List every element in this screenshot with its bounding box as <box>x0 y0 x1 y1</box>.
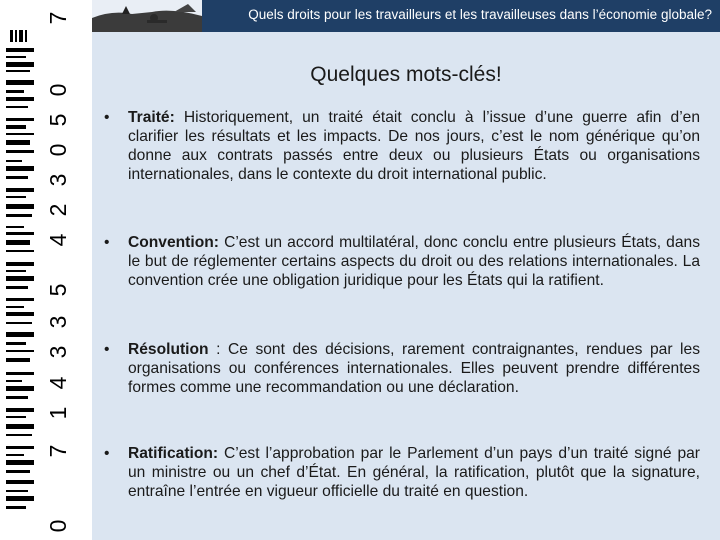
list-item-text <box>128 108 700 184</box>
term-definition: C’est un accord multilatéral, donc conclu entre plusieurs États, dans le but de réglementer certains aspects du droit ou des relations internationales. La convention crée une obligation juridique pour les États qui la ratifient. <box>128 234 700 289</box>
barcode-digit: 4 <box>45 376 71 390</box>
bullet-icon: • <box>104 234 110 251</box>
bullet-icon: • <box>104 109 110 126</box>
list-item-convention <box>104 233 700 290</box>
list-item-traite <box>104 108 700 184</box>
barcode-digit: 5 <box>45 113 71 127</box>
bullet-icon: • <box>104 445 110 462</box>
term-label: Ratification: <box>128 445 219 462</box>
barcode-digit: 5 <box>45 283 71 297</box>
barcode-digit: 4 <box>45 233 71 247</box>
list-item-ratification <box>104 444 700 501</box>
term-label: Traité: <box>128 109 175 126</box>
barcode-digit: 1 <box>45 406 71 420</box>
page-title: Quelques mots-clés! <box>310 63 502 86</box>
barcode-digit: 0 <box>45 83 71 97</box>
header-banner <box>92 0 720 32</box>
list-item-text <box>128 340 700 397</box>
term-label: Résolution <box>128 341 209 358</box>
term-label: Convention: <box>128 234 219 251</box>
barcode-digit: 0 <box>45 519 71 533</box>
barcode-digit: 3 <box>45 315 71 329</box>
list-item-text <box>128 233 700 290</box>
list-item-resolution <box>104 340 700 397</box>
barcode-digit: 0 <box>45 143 71 157</box>
landscape-silhouette-icon <box>92 0 202 32</box>
term-definition: : Ce sont des décisions, rarement contraignantes, rendues par les organisations ou conférences internationales. Elles peuvent prendre différentes formes comme une recommandation ou une déclaration. <box>128 341 700 396</box>
header-title: Quels droits pour les travailleurs et les travailleuses dans l’économie globale? <box>248 7 712 22</box>
barcode-graphic <box>0 0 85 540</box>
barcode-digit: 7 <box>45 11 71 25</box>
barcode <box>0 0 85 540</box>
list-item-text <box>128 444 700 501</box>
barcode-digit: 2 <box>45 203 71 217</box>
barcode-digit: 7 <box>45 444 71 458</box>
term-definition: C’est l’approbation par le Parlement d’un pays d’un traité signé par un ministre ou un chef d’État. En général, la ratification, plutôt que la signature, entraîne l’entrée en vigueur officielle du traité en question. <box>128 445 700 500</box>
slide <box>92 0 720 540</box>
barcode-digit: 3 <box>45 345 71 359</box>
barcode-digit: 3 <box>45 173 71 187</box>
bullet-icon: • <box>104 341 110 358</box>
term-definition: Historiquement, un traité était conclu à l’issue d’une guerre afin d’en clarifier les résultats et les impacts. De nos jours, c’est le nom générique qu’on donne aux contrats passés entre deux ou plusieurs États ou organisations internationales, dans le contexte du droit international public. <box>128 109 700 183</box>
